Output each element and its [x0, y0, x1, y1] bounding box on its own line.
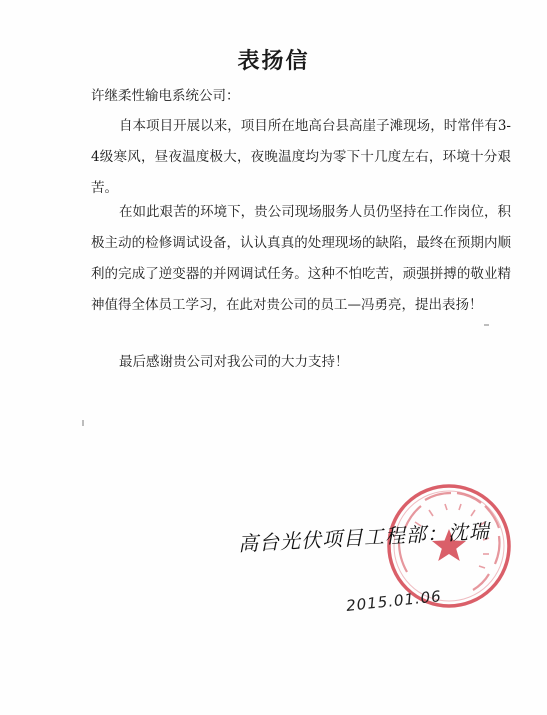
letter-title: 表扬信: [237, 48, 310, 74]
signature: 高台光伏项目工程部：沈瑞: [237, 518, 491, 556]
letter-salutation: 许继柔性输电系统公司：: [91, 88, 240, 104]
letter-paragraph-2: 在如此艰苦的环境下，贵公司现场服务人员仍坚持在工作岗位，积极主动的检修调试设备，认认真真的处理现场的缺陷，最终在预期内顺利的完成了逆变器的并网调试任务。这种不怕吃苦，顽强拼搏的敬业精神值得全体员工学习，在此对贵公司的员工—冯勇亮，提出表扬！: [91, 204, 511, 313]
scan-mark: [484, 324, 489, 326]
scan-mark: [82, 420, 84, 426]
letter-date: 2015.01.06: [345, 587, 443, 615]
letter-paragraph-1: 自本项目开展以来，项目所在地高台县高崖子滩现场，时常伴有3-4级寒风，昼夜温度极大，夜晚温度均为零下十几度左右，环境十分艰苦。: [91, 118, 511, 196]
letter-paragraph-3: 最后感谢贵公司对我公司的大力支持！: [119, 354, 349, 370]
